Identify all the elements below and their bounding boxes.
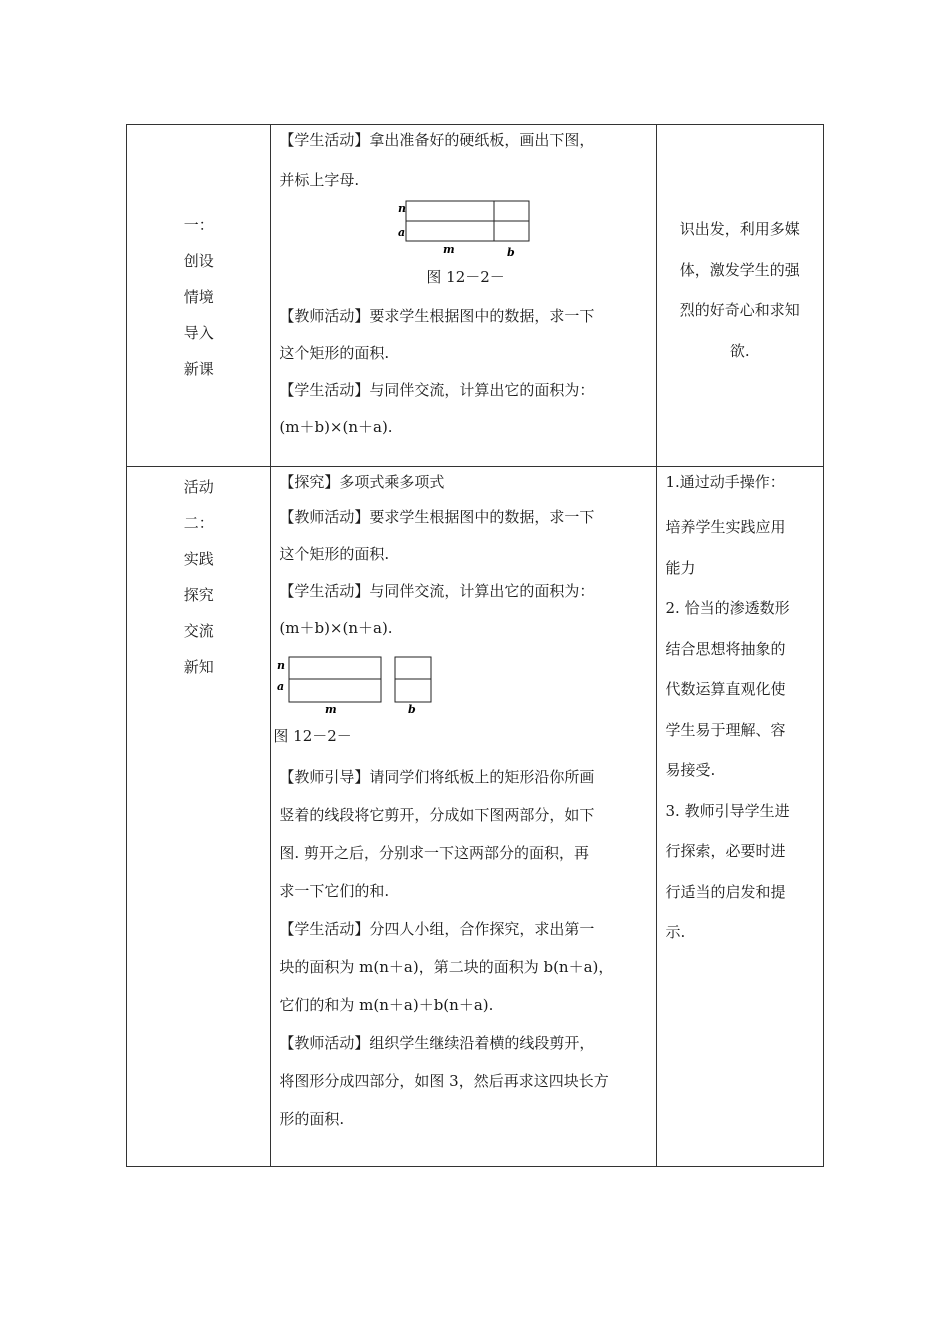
- content-cell: [271, 467, 656, 1167]
- label-b: b: [507, 246, 516, 259]
- note-line: 行探索，必要时进: [665, 842, 786, 860]
- note-line: 结合思想将抽象的: [665, 639, 786, 658]
- figure-caption: 图 12－2－: [426, 268, 505, 286]
- note-line: 烈的好奇心和求知: [679, 301, 800, 319]
- text-line: 并标上字母.: [279, 171, 360, 189]
- stage-text: 活动: [183, 478, 214, 496]
- note-line: 体，激发学生的强: [679, 260, 800, 279]
- label-m: m: [325, 703, 338, 713]
- text-line: 【教师活动】要求学生根据图中的数据，求一下: [279, 508, 595, 526]
- text-line: 【探究】多项式乘多项式: [279, 473, 445, 491]
- note-line: 代数运算直观化使: [665, 680, 786, 698]
- label-m: m: [443, 243, 456, 256]
- text-line: 【学生活动】与同伴交流，计算出它的面积为：: [279, 381, 595, 399]
- label-n: n: [398, 202, 407, 215]
- note-line: 培养学生实践应用: [665, 518, 786, 536]
- table-row: [127, 467, 824, 1167]
- note-line: 1.通过动手操作：: [665, 473, 785, 491]
- note-line: 易接受.: [665, 761, 716, 779]
- label-n: n: [277, 659, 286, 672]
- note-line: 行适当的启发和提: [665, 882, 786, 901]
- text-line: 这个矩形的面积.: [279, 545, 390, 563]
- text-line: 【学生活动】与同伴交流，计算出它的面积为：: [279, 582, 595, 600]
- stage-text: 探究: [183, 586, 214, 604]
- text-line: 块的面积为 m(n＋a)，第二块的面积为 b(n＋a)，: [279, 958, 614, 976]
- figure-caption: 图 12－2－: [273, 727, 352, 745]
- text-line: 求一下它们的和.: [279, 882, 390, 900]
- split-rectangle-figure: [277, 647, 653, 713]
- stage-text: 新知: [183, 658, 214, 676]
- stage-text: 一：: [183, 216, 214, 234]
- text-line: 【教师引导】请同学们将纸板上的矩形沿你所画: [279, 768, 595, 786]
- text-line: 竖着的线段将它剪开，分成如下图两部分，如下: [279, 806, 595, 824]
- text-line: 图. 剪开之后，分别求一下这两部分的面积，再: [279, 844, 589, 862]
- note-line: 示.: [665, 923, 686, 941]
- stage-text: 实践: [183, 550, 214, 568]
- stage-text: 新课: [183, 360, 214, 378]
- note-line: 3. 教师引导学生进: [665, 801, 790, 820]
- text-line: (m＋b)×(n＋a).: [279, 418, 393, 436]
- notes-cell: [656, 125, 824, 467]
- lesson-table: [126, 124, 824, 1167]
- text-line: 【教师活动】组织学生继续沿着横的线段剪开，: [279, 1034, 595, 1052]
- note-line: 识出发，利用多媒: [679, 220, 800, 238]
- content-cell: [271, 125, 656, 467]
- stage-text: 情境: [183, 288, 214, 306]
- notes-cell: [656, 467, 824, 1167]
- stage-text: 交流: [183, 622, 214, 640]
- text-line: (m＋b)×(n＋a).: [279, 619, 393, 637]
- note-line: 能力: [665, 558, 696, 577]
- label-a: a: [277, 680, 285, 693]
- stage-cell: [127, 125, 271, 467]
- rectangle-figure: [279, 198, 655, 262]
- text-line: 将图形分成四部分，如图 3，然后再求这四块长方: [279, 1072, 609, 1090]
- stage-text: 导入: [183, 324, 214, 342]
- table-row: [127, 125, 824, 467]
- stage-text: 二：: [183, 514, 214, 532]
- stage-cell: [127, 467, 271, 1167]
- text-line: 形的面积.: [279, 1110, 345, 1128]
- note-line: 欲.: [729, 341, 750, 360]
- label-a: a: [398, 226, 406, 239]
- note-line: 学生易于理解、容: [665, 720, 786, 739]
- text-line: 【教师活动】要求学生根据图中的数据，求一下: [279, 307, 595, 325]
- text-line: 这个矩形的面积.: [279, 344, 390, 362]
- note-line: 2. 恰当的渗透数形: [665, 599, 790, 617]
- stage-text: 创设: [183, 252, 214, 270]
- text-line: 【学生活动】分四人小组，合作探究，求出第一: [279, 920, 595, 938]
- text-line: 它们的和为 m(n＋a)＋b(n＋a).: [279, 996, 494, 1014]
- text-line: 【学生活动】拿出准备好的硬纸板，画出下图，: [279, 131, 595, 149]
- label-b: b: [408, 703, 417, 713]
